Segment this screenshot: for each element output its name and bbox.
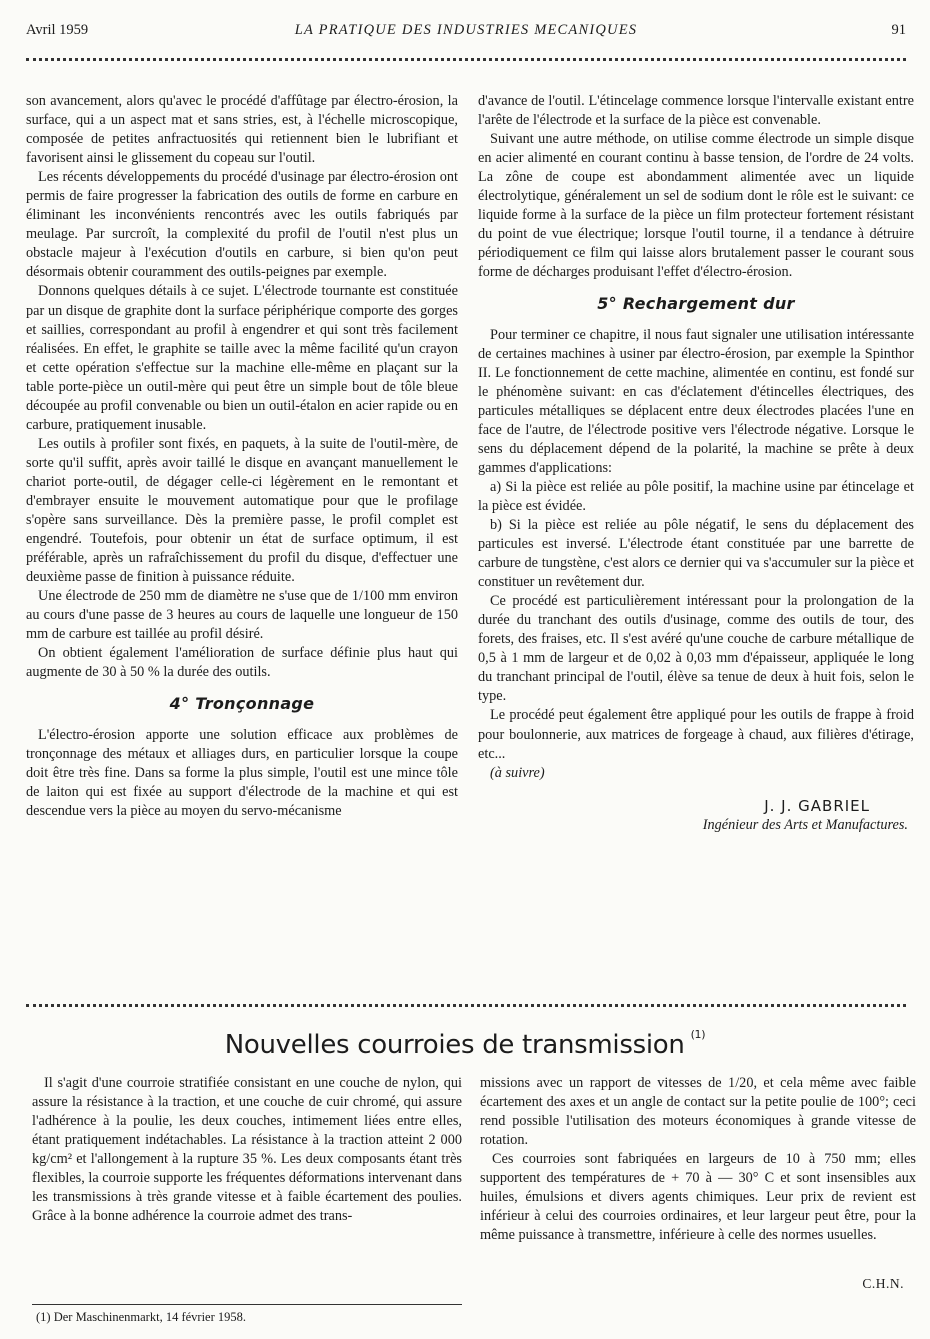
article2-left-column (32, 1074, 462, 1226)
page-number: 91 (891, 22, 906, 38)
header-divider (26, 58, 906, 65)
paragraph: Les outils à profiler sont fixés, en paquets, à la suite de l'outil-mère, de sorte qu'il suffit, après avoir taillé le disque en avançant manuellement le chariot porte-outil, de dégager celle-ci légèrement en le remontant et d'embrayer ensuite le mouvement automatique pour que le profilage s'opère sans surveillance. Dès la première passe, le profil complet est engendré. Toutefois, pour obtenir un état de surface optimum, il est préférable, après un rafraîchissement du profil du disque, d'effectuer une deuxième passe de finition à puissance réduite. (26, 435, 458, 586)
article1-right-column (478, 92, 914, 835)
paragraph: On obtient également l'amélioration de surface définie plus haut qui augmente de 30 à 50 % la durée des outils. (26, 645, 458, 681)
paragraph: Ce procédé est particulièrement intéressant pour la prolongation de la durée du tranchant des outils d'usinage, comme des outils de tour, des forets, des fraises, etc. Il s'est avéré qu'une couche de carbure métallique de 0,5 à 1 mm de largeur et de 0,02 à 0,03 mm d'épaisseur, appliquée le long du tranchant principal de l'outil, élève sa tenue de deux à huit fois, selon le type. (478, 593, 914, 705)
author-title: Ingénieur des Arts et Manufactures. (702, 816, 908, 833)
header-date: Avril 1959 (26, 22, 89, 38)
footnote: (1) Der Maschinenmarkt, 14 février 1958. (36, 1310, 246, 1324)
paragraph: Une électrode de 250 mm de diamètre ne s'use que de 1/100 mm environ au cours d'une passe de 3 heures au cours de laquelle une longueur de 150 mm de carbure est taillée au profil désiré. (26, 588, 458, 643)
footnote-rule (32, 1304, 462, 1305)
section-heading-4: 4° Tronçonnage (169, 694, 315, 714)
article1-left-column (26, 92, 458, 821)
section-heading-5: 5° Rechargement dur (597, 294, 795, 314)
list-item: a) Si la pièce est reliée au pôle positif, la machine usine par étincelage et la pièce est évidée. (478, 478, 914, 514)
paragraph: Les récents développements du procédé d'usinage par électro-érosion ont permis de faire progresser la fabrication des outils de forme en carbure en éliminant les inconvénients rencontrés avec les outils fabriqués par meulage. Par surcroît, la complexité du profil de l'outil n'est plus un obstacle majeur à l'exécution d'outils en carbure, si bien qu'on peut désormais obtenir couramment des outils-peignes par exemple. (26, 169, 458, 281)
title-footnote-marker: (1) (690, 1028, 706, 1041)
paragraph: Il s'agit d'une courroie stratifiée consistant en une couche de nylon, qui assure la résistance à la traction, et une couche de cuir chromé, qui assure l'adhérence à la poulie, les deux couches, intimement liées entre elles, étant pratiquement indétachables. La résistance à la traction atteint 2 000 kg/cm² et l'allongement à la rupture 35 %. Les deux composants étant très flexibles, la courroie supporte les fréquentes déformations intervenant dans les transmissions à très grande vitesse et à faible écartement des poulies. Grâce à la bonne adhérence la courroie admet des trans- (32, 1075, 462, 1225)
to-follow-note: (à suivre) (490, 764, 545, 781)
paragraph: Donnons quelques détails à ce sujet. L'électrode tournante est constituée par un disque de graphite dont la surface périphérique comporte des gorges et saillies, correspondant au profil à engendrer et qui sont très facilement réalisées. En effet, le graphite se taille avec la même facilité qu'un crayon et cette opération s'effectue sur la machine elle-même en plaçant sur la table porte-pièce un outil-mère qui peut être un simple bout de tôle bleue découpée au profil convenable ou bien un outil-étalon en acier rapide ou en carbure, pratiquement inusable. (26, 283, 458, 433)
paragraph: missions avec un rapport de vitesses de 1/20, et cela même avec faible écartement des axes et un angle de contact sur la petite poulie de 100°; ceci rend possible l'utilisation des moteurs économiques à grande vitesse de rotation. (480, 1075, 916, 1149)
paragraph: Pour terminer ce chapitre, il nous faut signaler une utilisation intéressante de certaines machines à usiner par électro-érosion, par exemple la Spinthor II. Le fonctionnement de cette machine, alimentée en continu, est fondé sur le phénomène suivant: en cas d'éclatement d'étincelles électriques, des particules métalliques se déplacent entre deux électrodes placées l'une en face de l'autre, de l'électrode positive vers l'électrode négative. Lorsque le sens du déplacement dépend de la polarité, la machine se prête à deux gammes d'applications: (478, 326, 914, 476)
article2-right-column (480, 1074, 916, 1245)
paragraph: son avancement, alors qu'avec le procédé d'affûtage par électro-érosion, la surface, qui a un aspect mat et sans stries, est, à l'échelle microscopique, composée de petites anfractuosités qui retiennent bien le lubrifiant et favorisent ainsi le glissement du copeau sur l'outil. (26, 93, 458, 167)
article2-title: Nouvelles courroies de transmission $^{(1)}$ (224, 1028, 706, 1060)
article2-signature: C.H.N. (862, 1276, 904, 1291)
paragraph: d'avance de l'outil. L'étincelage commence lorsque l'intervalle existant entre l'arête de l'électrode et la surface de la pièce est convenable. (478, 93, 914, 129)
paragraph: Le procédé peut également être appliqué pour les outils de frappe à froid pour boulonnerie, aux matrices de forgeage à chaud, aux filières d'étirage, etc... (478, 707, 914, 762)
page-header (26, 22, 906, 44)
author-name: J. J. GABRIEL (764, 796, 870, 815)
paragraph: Suivant une autre méthode, on utilise comme électrode un simple disque en acier alimenté en courant continu à basse tension, de l'ordre de 24 volts. La zône de coupe est abondamment alimentée avec un liquide électrolytique, généralement un sel de sodium dont le rôle est le suivant: ce liquide forme à la surface de la pièce un film protecteur fortement résistant du point de vue électrique; lorsque l'outil tourne, il a tendance à détruire périodiquement ce film qui laisse alors brutalement passer le courant sous forme de décharges produisant l'effet d'électro-érosion. (478, 131, 914, 281)
article-divider (26, 1004, 906, 1011)
list-item: b) Si la pièce est reliée au pôle négatif, le sens du déplacement des particules est inversé. L'électrode étant constituée par une barrette de carbure de tungstène, c'est alors ce dernier qui va s'accumuler sur la pièce et constituer un revêtement dur. (478, 516, 914, 591)
journal-title: LA PRATIQUE DES INDUSTRIES MECANIQUES (294, 22, 638, 38)
paragraph: Ces courroies sont fabriquées en largeurs de 10 à 750 mm; elles supportent des températures de + 70 à — 30° C et sont insensibles aux huiles, émulsions et divers agents chimiques. Leur prix de revient est inférieur à celui des courroies ordinaires, et leur largeur peut être, pour la même puissance à transmettre, inférieure à celle des normes usuelles. (480, 1151, 916, 1244)
paragraph: L'électro-érosion apporte une solution efficace aux problèmes de tronçonnage des métaux et alliages durs, en particulier lorsque la coupe doit être très fine. Dans sa forme la plus simple, l'outil est une mince tôle de laiton qui est fixée au support d'électrode de la machine et qui est descendue vers la pièce au moyen du servo-mécanisme (26, 726, 458, 819)
